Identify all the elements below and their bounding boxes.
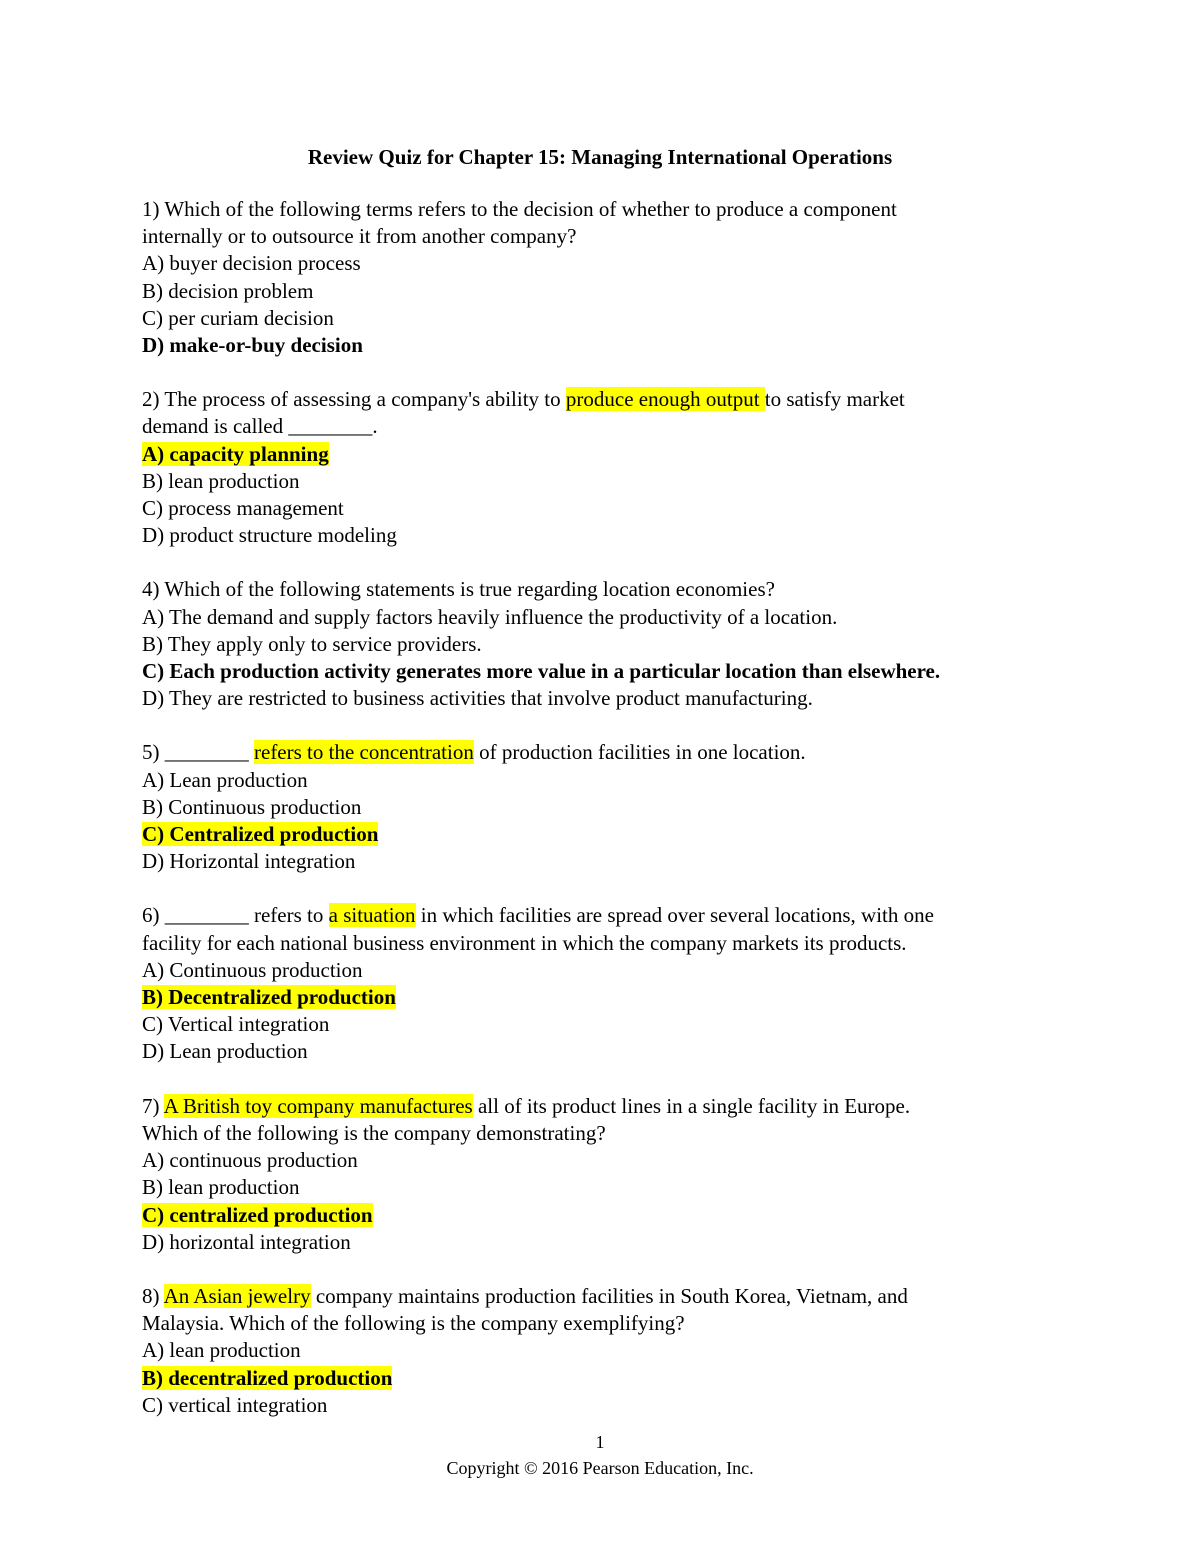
option-c: C) per curiam decision xyxy=(142,305,334,330)
option-a: A) continuous production xyxy=(142,1148,358,1173)
option-d: D) horizontal integration xyxy=(142,1229,351,1254)
highlighted-text: produce enough output xyxy=(565,387,765,412)
answer-text: C) centralized production xyxy=(142,1202,373,1227)
option-c-answer: C) Each production activity generates more value in a particular location than elsewhere. xyxy=(142,659,941,684)
option-c: C) process management xyxy=(142,496,344,521)
option-a-answer xyxy=(142,441,1062,468)
option-d: D) Lean production xyxy=(142,1039,308,1064)
option-b-answer xyxy=(142,984,1062,1011)
highlighted-text: refers to the concentration xyxy=(254,740,474,765)
copyright-notice: Copyright © 2016 Pearson Education, Inc. xyxy=(446,1458,754,1478)
stem-text: 2) The process of assessing a company's ability to xyxy=(142,387,566,412)
question-stem xyxy=(142,902,1062,929)
question-7 xyxy=(142,1093,1062,1256)
stem-text: 7) xyxy=(142,1093,164,1118)
option-a: A) Lean production xyxy=(142,767,308,792)
question-5 xyxy=(142,739,1062,875)
option-a: A) buyer decision process xyxy=(142,251,361,276)
option-a: A) Continuous production xyxy=(142,957,363,982)
stem-text: all of its product lines in a single facility in Europe. xyxy=(472,1093,911,1118)
option-c-answer xyxy=(142,1202,1062,1229)
question-stem xyxy=(142,1283,1062,1310)
option-d: D) They are restricted to business activities that involve product manufacturing. xyxy=(142,686,813,711)
question-stem-cont: internally or to outsource it from another company? xyxy=(142,224,577,249)
question-4 xyxy=(142,576,1062,712)
option-d: D) Horizontal integration xyxy=(142,849,356,874)
page-number: 1 xyxy=(595,1432,605,1452)
question-stem: 4) Which of the following statements is true regarding location economies? xyxy=(142,577,775,602)
answer-text: B) decentralized production xyxy=(142,1365,393,1390)
option-d-answer: D) make-or-buy decision xyxy=(142,333,363,358)
question-8 xyxy=(142,1283,1062,1419)
question-6 xyxy=(142,902,1062,1065)
highlighted-text: a situation xyxy=(328,903,416,928)
option-b: B) lean production xyxy=(142,1175,300,1200)
highlighted-text: An Asian jewelry xyxy=(163,1283,311,1308)
stem-text: of production facilities in one location. xyxy=(473,740,806,765)
question-stem xyxy=(142,1093,1062,1120)
option-b: B) They apply only to service providers. xyxy=(142,631,482,656)
option-b: B) lean production xyxy=(142,468,300,493)
question-stem-cont: Malaysia. Which of the following is the company exemplifying? xyxy=(142,1311,685,1336)
option-c-answer xyxy=(142,821,1062,848)
answer-text: C) Centralized production xyxy=(142,822,379,847)
option-b: B) decision problem xyxy=(142,278,314,303)
question-stem xyxy=(142,739,1062,766)
question-stem-cont: demand is called ________. xyxy=(142,414,378,439)
option-c: C) vertical integration xyxy=(142,1392,328,1417)
option-d: D) product structure modeling xyxy=(142,523,397,548)
stem-text: 5) ________ xyxy=(142,740,254,765)
option-a: A) lean production xyxy=(142,1338,301,1363)
quiz-body xyxy=(142,196,1062,1446)
question-stem-cont: Which of the following is the company demonstrating? xyxy=(142,1120,606,1145)
page-title: Review Quiz for Chapter 15: Managing International Operations xyxy=(307,145,893,169)
option-c: C) Vertical integration xyxy=(142,1012,330,1037)
answer-text: A) capacity planning xyxy=(142,441,329,466)
stem-text: 6) ________ refers to xyxy=(142,903,329,928)
answer-text: B) Decentralized production xyxy=(142,985,396,1010)
question-stem xyxy=(142,386,1062,413)
stem-text: company maintains production facilities in South Korea, Vietnam, and xyxy=(310,1283,908,1308)
question-1 xyxy=(142,196,1062,359)
stem-text: to satisfy market xyxy=(764,387,905,412)
stem-text: in which facilities are spread over several locations, with one xyxy=(415,903,934,928)
question-2 xyxy=(142,386,1062,549)
option-b-answer xyxy=(142,1365,1062,1392)
question-stem-cont: facility for each national business environment in which the company markets its products. xyxy=(142,930,907,955)
highlighted-text: A British toy company manufactures xyxy=(163,1093,473,1118)
stem-text: 8) xyxy=(142,1283,164,1308)
option-a: A) The demand and supply factors heavily influence the productivity of a location. xyxy=(142,604,838,629)
question-stem: 1) Which of the following terms refers to the decision of whether to produce a component xyxy=(142,197,897,221)
option-b: B) Continuous production xyxy=(142,794,362,819)
